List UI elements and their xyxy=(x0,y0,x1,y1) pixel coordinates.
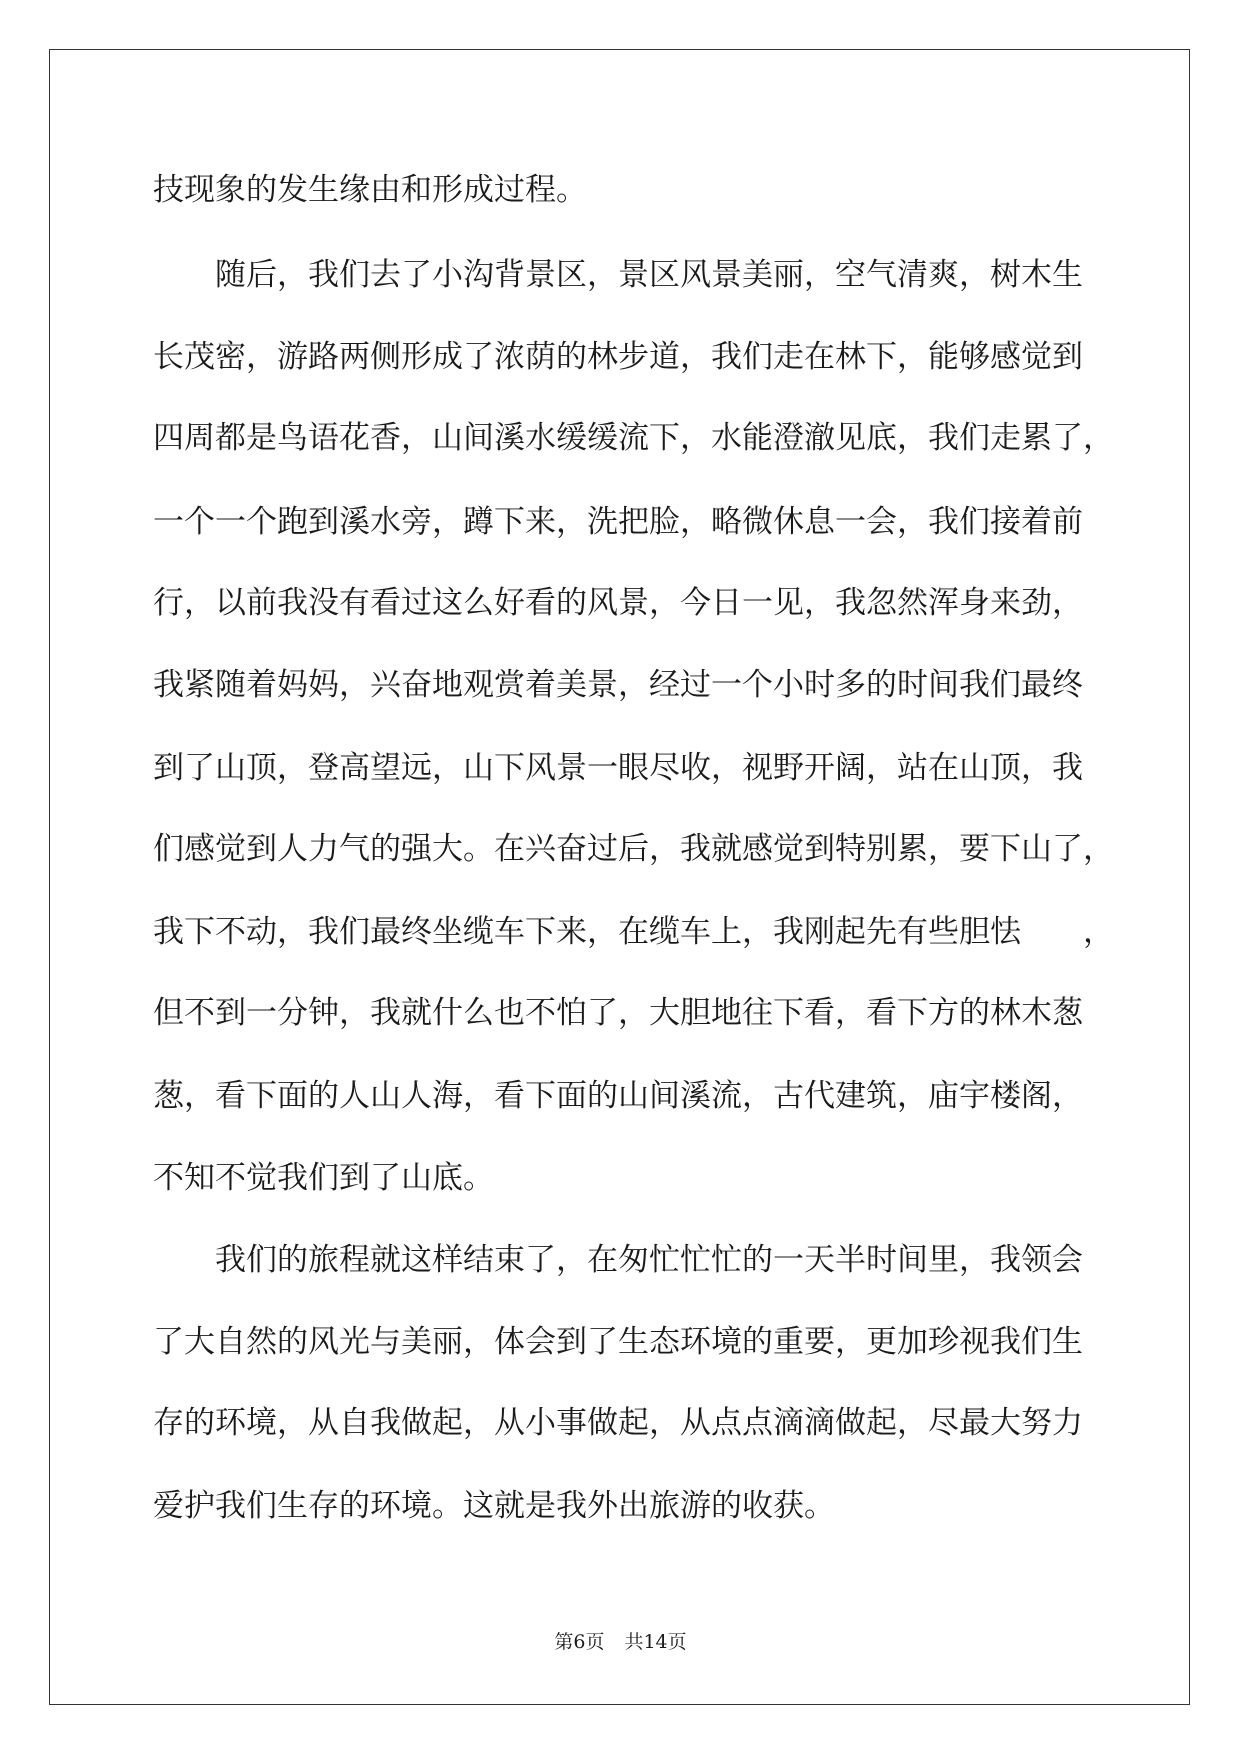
text-line: 一个一个跑到溪水旁，蹲下来，洗把脸，略微休息一会，我们接着前 xyxy=(153,504,1083,540)
text-line: 我们的旅程就这样结束了，在匆忙忙忙的一天半时间里，我领会 xyxy=(153,1242,1083,1278)
text-line: 不知不觉我们到了山底。 xyxy=(153,1160,494,1196)
text-line: 长茂密，游路两侧形成了浓荫的林步道，我们走在林下，能够感觉到 xyxy=(153,339,1083,375)
text-line: 们感觉到人力气的强大。在兴奋过后，我就感觉到特别累，要下山了， xyxy=(153,831,1114,867)
text-line: 了大自然的风光与美丽，体会到了生态环境的重要，更加珍视我们生 xyxy=(153,1324,1083,1360)
page-total: 共14页 xyxy=(624,1631,687,1653)
page-footer xyxy=(0,1630,1241,1654)
text-line: 随后，我们去了小沟背景区，景区风景美丽，空气清爽，树木生 xyxy=(153,257,1083,293)
text-line: 技现象的发生缘由和形成过程。 xyxy=(153,172,587,208)
text-line: 我紧随着妈妈，兴奋地观赏着美景，经过一个小时多的时间我们最终 xyxy=(153,667,1083,703)
text-line: 到了山顶，登高望远，山下风景一眼尽收，视野开阔，站在山顶，我 xyxy=(153,750,1083,786)
text-line: 葱，看下面的人山人海，看下面的山间溪流，古代建筑，庙宇楼阁， xyxy=(153,1078,1083,1114)
page-number: 第6页 xyxy=(554,1631,605,1653)
text-line: 四周都是鸟语花香，山间溪水缓缓流下，水能澄澈见底，我们走累了， xyxy=(153,420,1114,456)
text-line: 但不到一分钟，我就什么也不怕了，大胆地往下看，看下方的林木葱 xyxy=(153,995,1083,1031)
text-line: 爱护我们生存的环境。这就是我外出旅游的收获。 xyxy=(153,1488,835,1524)
page-border xyxy=(49,49,1190,1705)
text-line: 存的环境，从自我做起，从小事做起，从点点滴滴做起，尽最大努力 xyxy=(153,1405,1083,1441)
text-line: 我下不动，我们最终坐缆车下来，在缆车上，我刚起先有些胆怯 ， xyxy=(153,914,1114,950)
text-line: 行，以前我没有看过这么好看的风景，今日一见，我忽然浑身来劲， xyxy=(153,585,1083,621)
